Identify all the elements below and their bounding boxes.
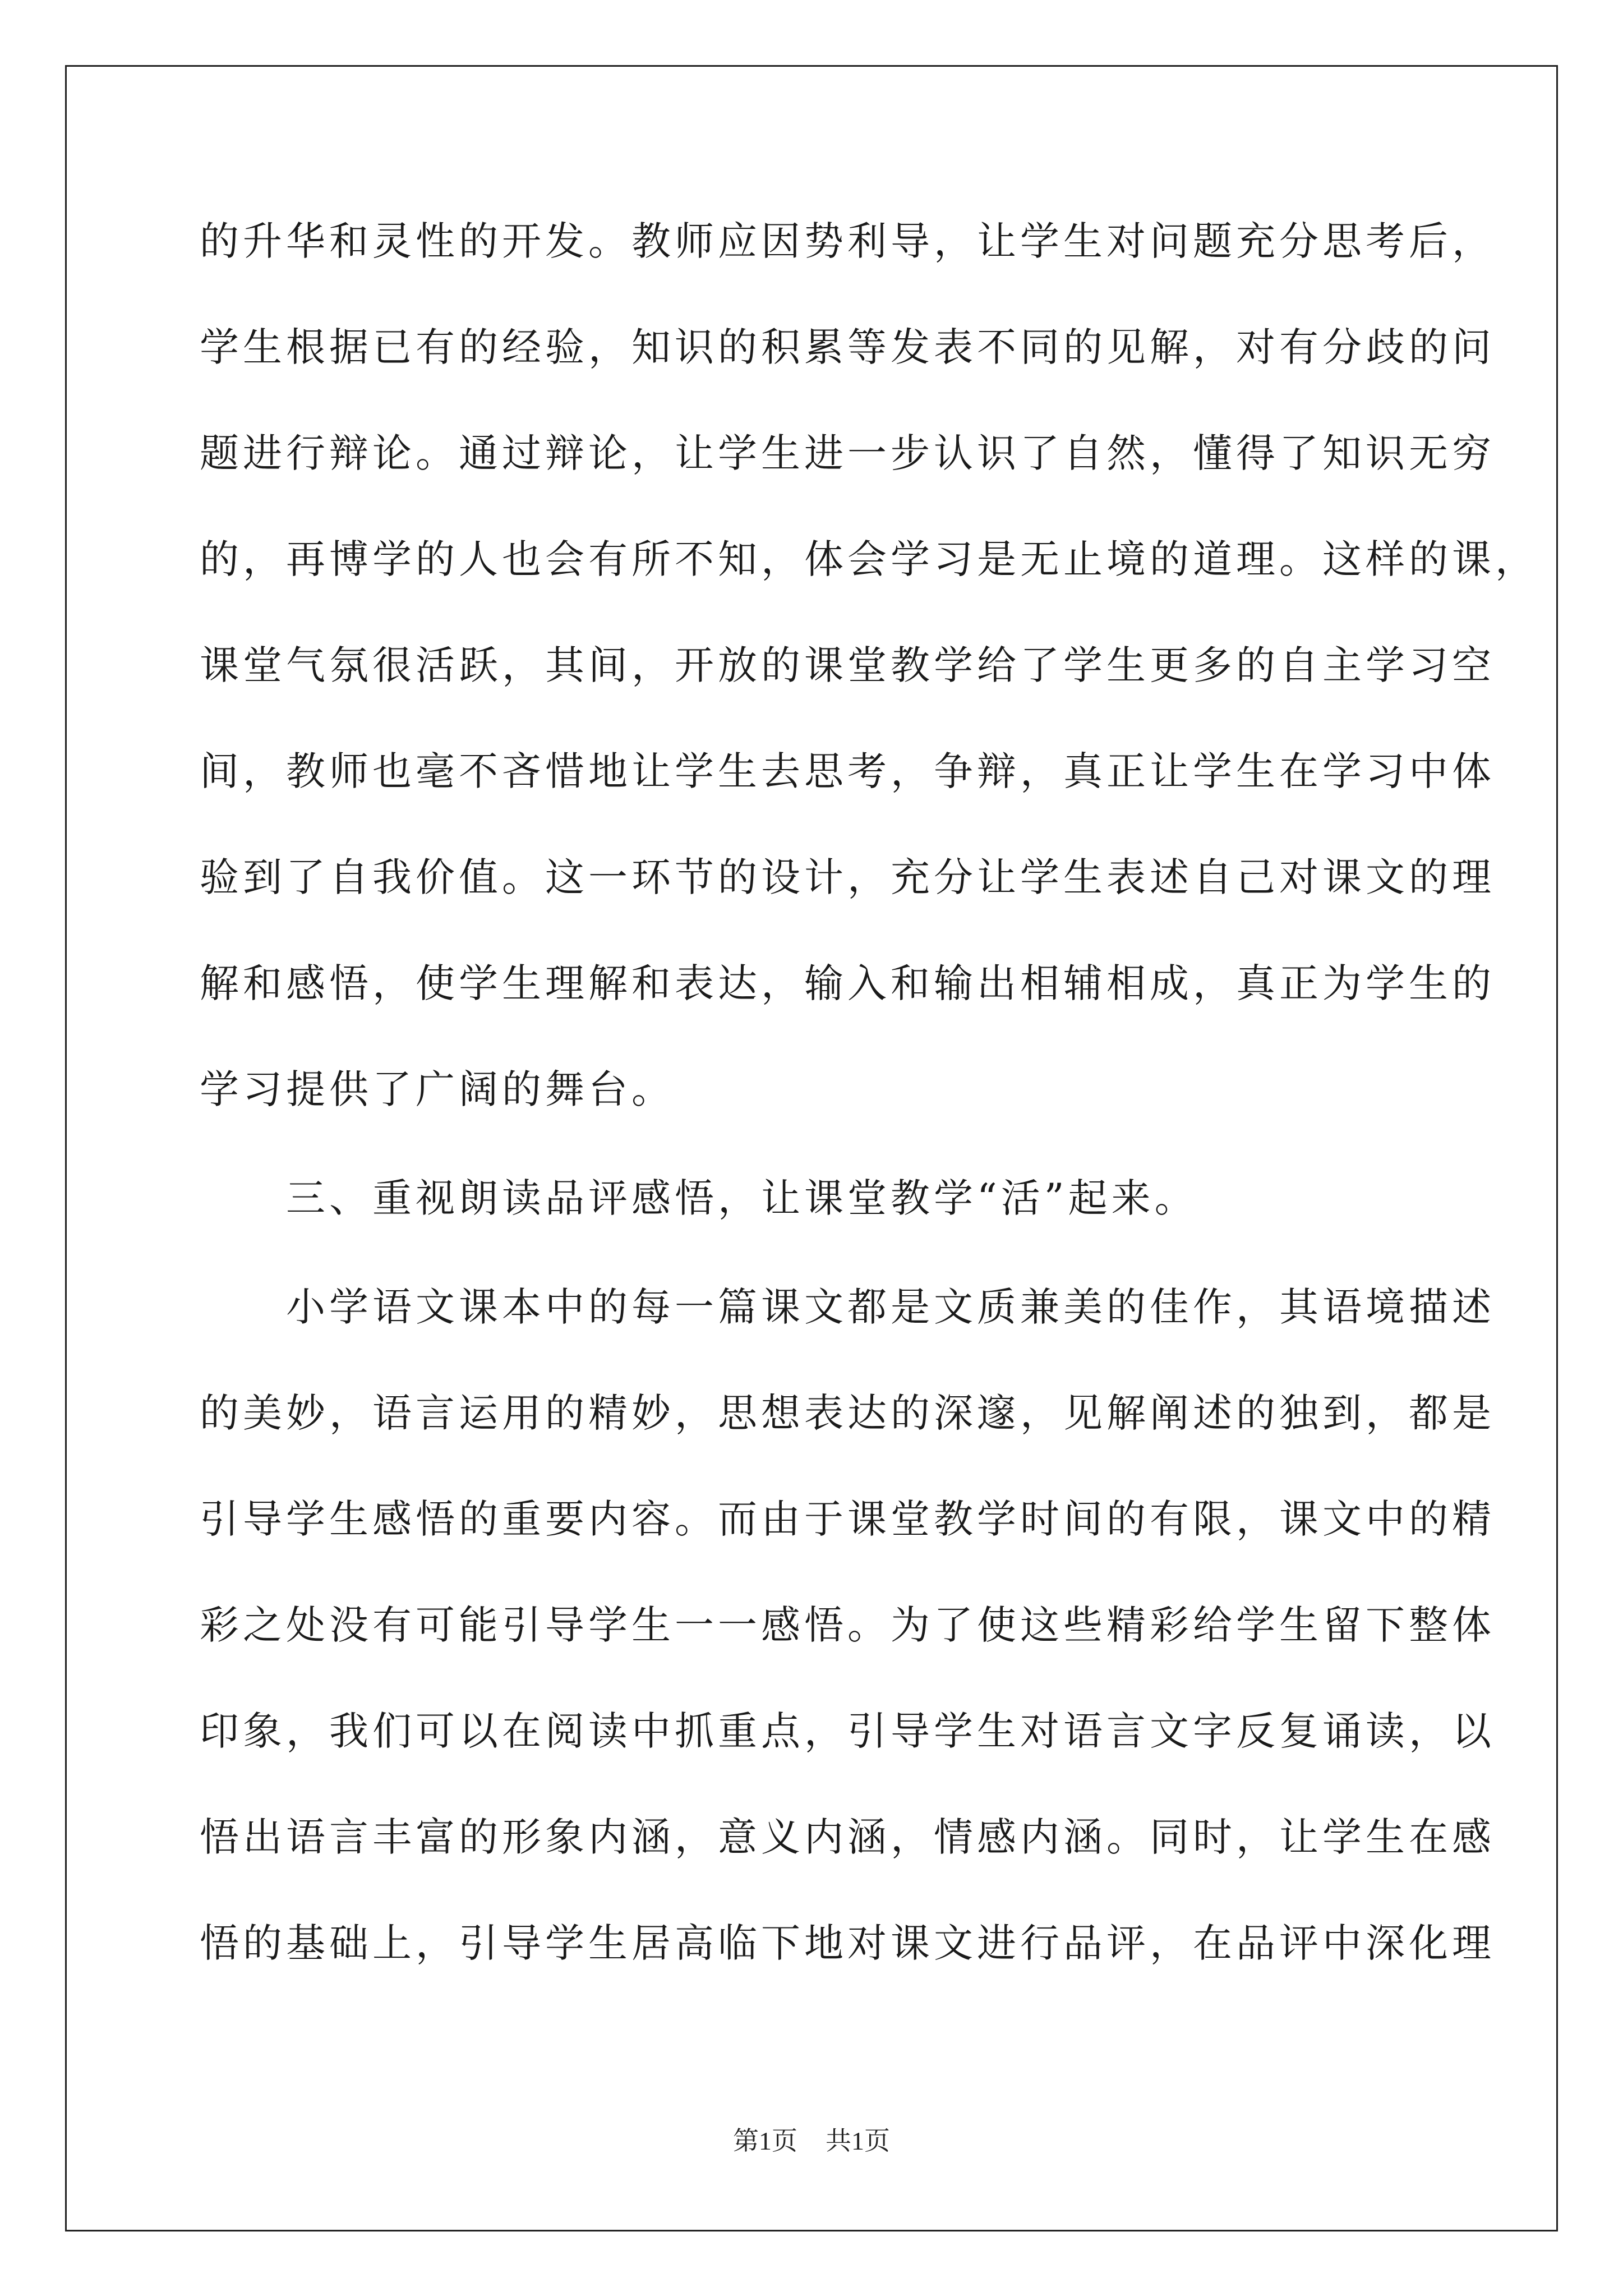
text-line: 学生根据已有的经验，知识的积累等发表不同的见解，对有分歧的问 <box>200 324 1495 370</box>
text-line: 解和感悟，使学生理解和表达，输入和输出相辅相成，真正为学生的 <box>200 960 1495 1006</box>
text-line: 的美妙，语言运用的精妙，思想表达的深邃，见解阐述的独到，都是 <box>200 1390 1495 1436</box>
text-line: 的升华和灵性的开发。教师应因势利导，让学生对问题充分思考后， <box>200 218 1495 264</box>
text-line: 引导学生感悟的重要内容。而由于课堂教学时间的有限，课文中的精 <box>200 1496 1495 1542</box>
text-line: 悟出语言丰富的形象内涵，意义内涵，情感内涵。同时，让学生在感 <box>200 1814 1495 1860</box>
text-line: 印象，我们可以在阅读中抓重点，引导学生对语言文字反复诵读，以 <box>200 1708 1495 1754</box>
text-line: 悟的基础上，引导学生居高临下地对课文进行品评，在品评中深化理 <box>200 1920 1495 1966</box>
page-footer <box>0 2120 1623 2157</box>
section-heading: 三、重视朗读品评感悟，让课堂教学“活”起来。 <box>200 1175 1198 1221</box>
text-line: 验到了自我价值。这一环节的设计，充分让学生表述自己对课文的理 <box>200 854 1495 900</box>
text-line: 课堂气氛很活跃，其间，开放的课堂教学给了学生更多的自主学习空 <box>200 642 1495 688</box>
text-line: 的，再博学的人也会有所不知，体会学习是无止境的道理。这样的课， <box>200 536 1538 582</box>
text-line: 间，教师也毫不吝惜地让学生去思考，争辩，真正让学生在学习中体 <box>200 748 1495 794</box>
document-body <box>200 208 1538 2016</box>
page-total: 共1页 <box>826 2127 890 2155</box>
text-line: 小学语文课本中的每一篇课文都是文质兼美的佳作，其语境描述 <box>200 1284 1495 1330</box>
text-line: 彩之处没有可能引导学生一一感悟。为了使这些精彩给学生留下整体 <box>200 1602 1495 1648</box>
page-number: 第1页 <box>733 2127 797 2155</box>
text-line: 学习提供了广阔的舞台。 <box>200 1066 675 1112</box>
text-line: 题进行辩论。通过辩论，让学生进一步认识了自然，懂得了知识无穷 <box>200 430 1495 476</box>
